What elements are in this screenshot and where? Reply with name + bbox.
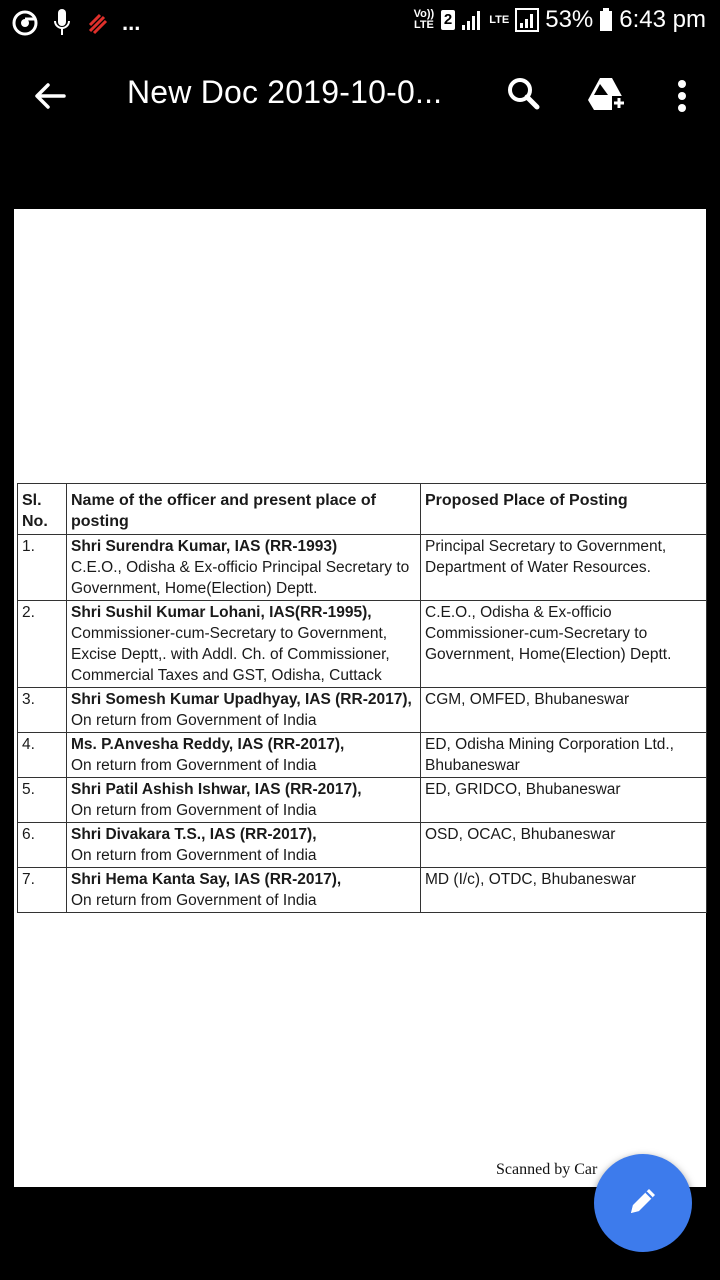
more-options-button[interactable] bbox=[668, 72, 696, 120]
officer-name: Shri Hema Kanta Say, IAS (RR-2017), bbox=[71, 871, 342, 888]
officer-name: Shri Divakara T.S., IAS (RR-2017), bbox=[71, 826, 317, 843]
header-officer-name: Name of the officer and present place of posting bbox=[67, 484, 421, 535]
officer-name: Shri Sushil Kumar Lohani, IAS(RR-1995), bbox=[71, 604, 372, 621]
proposed-cell: ED, GRIDCO, Bhubaneswar bbox=[421, 778, 707, 823]
volte-icon: Vo)) LTE bbox=[413, 8, 435, 31]
table-row bbox=[18, 601, 707, 688]
present-posting: On return from Government of India bbox=[71, 757, 317, 774]
officer-cell bbox=[67, 823, 421, 868]
sl-cell: 7. bbox=[18, 868, 67, 913]
edit-fab-button[interactable] bbox=[594, 1154, 692, 1252]
sl-cell: 3. bbox=[18, 688, 67, 733]
document-page[interactable] bbox=[14, 209, 706, 1187]
edit-pencil-icon bbox=[623, 1181, 663, 1226]
table-row bbox=[18, 535, 707, 601]
proposed-cell: OSD, OCAC, Bhubaneswar bbox=[421, 823, 707, 868]
present-posting: On return from Government of India bbox=[71, 892, 317, 909]
proposed-cell: ED, Odisha Mining Corporation Ltd., Bhubaneswar bbox=[421, 733, 707, 778]
table-row bbox=[18, 868, 707, 913]
search-button[interactable] bbox=[500, 70, 548, 118]
present-posting: C.E.O., Odisha & Ex-officio Principal Secretary to Government, Home(Election) Deptt. bbox=[71, 559, 410, 597]
search-icon bbox=[500, 105, 548, 122]
officer-cell bbox=[67, 601, 421, 688]
microphone-icon bbox=[52, 8, 72, 38]
officer-cell bbox=[67, 733, 421, 778]
officer-name: Ms. P.Anvesha Reddy, IAS (RR-2017), bbox=[71, 736, 345, 753]
proposed-cell: CGM, OMFED, Bhubaneswar bbox=[421, 688, 707, 733]
header-sl-no: Sl. No. bbox=[18, 484, 67, 535]
table-row bbox=[18, 823, 707, 868]
app-notification-icon bbox=[86, 11, 108, 35]
sim2-icon: 2 bbox=[441, 10, 455, 30]
sl-cell: 6. bbox=[18, 823, 67, 868]
status-bar-left bbox=[12, 8, 140, 38]
header-proposed-posting: Proposed Place of Posting bbox=[421, 484, 707, 535]
sl-cell: 5. bbox=[18, 778, 67, 823]
battery-percent: 53% bbox=[545, 6, 594, 33]
proposed-cell: C.E.O., Odisha & Ex-officio Commissioner-cum-Secretary to Government, Home(Election) Deptt. bbox=[421, 601, 707, 688]
sl-cell: 1. bbox=[18, 535, 67, 601]
back-arrow-icon bbox=[26, 107, 74, 124]
scanned-by-watermark: Scanned by Car bbox=[496, 1161, 598, 1178]
battery-icon bbox=[599, 8, 613, 32]
more-notifications-text: ... bbox=[122, 10, 141, 35]
officer-cell bbox=[67, 868, 421, 913]
proposed-cell: MD (I/c), OTDC, Bhubaneswar bbox=[421, 868, 707, 913]
signal-icon bbox=[461, 9, 483, 31]
officer-name: Shri Surendra Kumar, IAS (RR-1993) bbox=[71, 538, 338, 555]
more-vert-icon bbox=[668, 107, 696, 124]
sl-cell: 4. bbox=[18, 733, 67, 778]
proposed-cell: Principal Secretary to Government, Department of Water Resources. bbox=[421, 535, 707, 601]
table-header-row bbox=[18, 484, 707, 535]
officer-name: Shri Somesh Kumar Upadhyay, IAS (RR-2017), bbox=[71, 691, 412, 708]
table-row bbox=[18, 688, 707, 733]
posting-table bbox=[17, 483, 707, 913]
officer-cell bbox=[67, 535, 421, 601]
table-row bbox=[18, 733, 707, 778]
document-title: New Doc 2019-10-0... bbox=[127, 74, 443, 110]
status-bar bbox=[0, 0, 720, 44]
officer-cell bbox=[67, 688, 421, 733]
clock: 6:43 pm bbox=[619, 6, 706, 33]
signal-box-icon bbox=[515, 8, 539, 32]
present-posting: On return from Government of India bbox=[71, 712, 317, 729]
present-posting: Commissioner-cum-Secretary to Government, Excise Deptt,. with Addl. Ch. of Commissioner, Commercial Taxes and GST, Odisha, Cuttack bbox=[71, 625, 390, 684]
lte-label: LTE bbox=[489, 13, 510, 26]
back-button[interactable] bbox=[26, 72, 74, 120]
add-to-drive-button[interactable] bbox=[582, 70, 630, 118]
drive-add-icon bbox=[582, 105, 630, 122]
status-bar-right bbox=[413, 6, 706, 34]
officer-name: Shri Patil Ashish Ishwar, IAS (RR-2017), bbox=[71, 781, 362, 798]
present-posting: On return from Government of India bbox=[71, 802, 317, 819]
officer-cell bbox=[67, 778, 421, 823]
present-posting: On return from Government of India bbox=[71, 847, 317, 864]
chrome-icon bbox=[12, 10, 38, 36]
table-row bbox=[18, 778, 707, 823]
app-bar bbox=[0, 50, 720, 140]
sl-cell: 2. bbox=[18, 601, 67, 688]
